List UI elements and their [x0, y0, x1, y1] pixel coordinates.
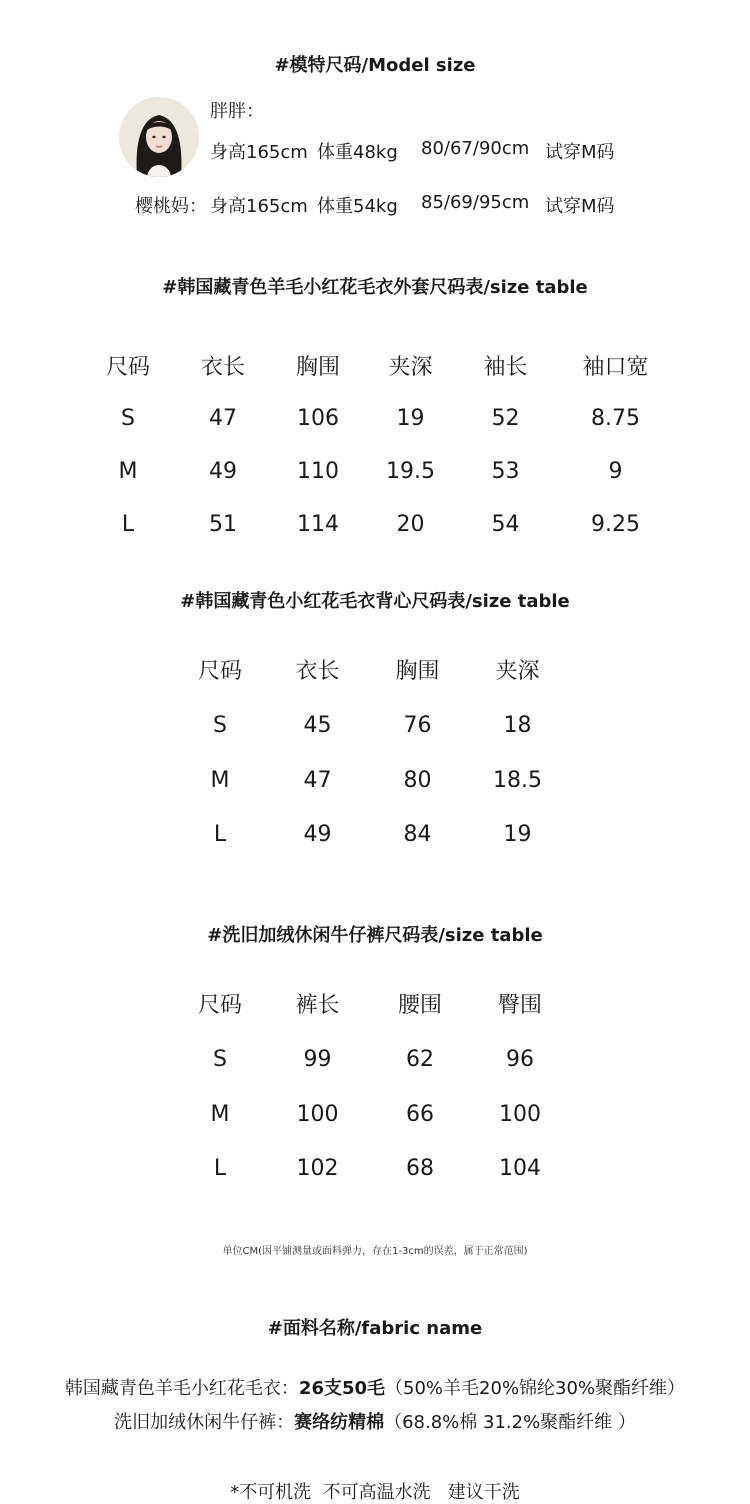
fabric-line2-bold: 赛络纺精棉 [294, 1412, 385, 1433]
fabric-line2-prefix: 洗旧加绒休闲牛仔裤： [114, 1412, 295, 1433]
table2-header: 胸围 [395, 658, 440, 684]
table2-header: 衣长 [295, 658, 340, 684]
table2-cell: 45 [303, 712, 332, 738]
table1-header: 尺码 [105, 354, 150, 380]
table2-row [170, 753, 565, 807]
table1-cell: S [121, 406, 135, 431]
fabric-line2-suffix: （68.8%棉 31.2%聚酯纤维 ） [384, 1412, 636, 1433]
table2-cell: 18.5 [493, 767, 542, 793]
table1-header: 夹深 [388, 354, 433, 380]
model1-measurements: 80/67/90cm [421, 138, 530, 159]
table2 [170, 641, 565, 861]
table2-title: #韩国藏青色小红花毛衣背心尺码表/size table [180, 591, 570, 612]
model2-weight: 体重54kg [317, 196, 398, 217]
care-instructions: *不可机洗 不可高温水洗 建议干洗 [230, 1482, 520, 1503]
table3-title: #洗旧加绒休闲牛仔裤尺码表/size table [207, 925, 543, 946]
table1-cell: 114 [297, 512, 339, 537]
table3-cell: 104 [499, 1155, 541, 1181]
model1-name: 胖胖： [210, 101, 264, 122]
table1-cell: L [121, 512, 135, 537]
model1-try-size: 试穿M码 [545, 142, 615, 163]
table3-cell: L [213, 1155, 227, 1181]
fabric-line1-suffix: （50%羊毛20%锦纶30%聚酯纤维） [385, 1378, 686, 1399]
table3-cell: 96 [506, 1046, 534, 1072]
table3-cell: 62 [406, 1046, 434, 1072]
model1-weight: 体重48kg [317, 142, 398, 163]
table1-cell: 53 [491, 459, 520, 484]
table2-cell: S [213, 712, 227, 738]
table1-title: #韩国藏青色羊毛小红花毛衣外套尺码表/size table [162, 277, 588, 298]
model2-measurements: 85/69/95cm [421, 192, 530, 213]
table1-cell: 20 [396, 512, 425, 537]
table2-cell: 49 [303, 821, 332, 847]
table2-row [170, 807, 565, 861]
table3 [170, 975, 565, 1195]
model2-name: 樱桃妈： [135, 196, 207, 217]
table1-cell: 110 [297, 459, 339, 484]
model-size-title: #模特尺码/Model size [274, 55, 476, 76]
table1-header: 衣长 [200, 354, 245, 380]
table1-row [78, 498, 673, 551]
table1-cell: 9.25 [591, 512, 640, 537]
table1-cell: 49 [209, 459, 237, 484]
table2-row [170, 697, 565, 753]
table3-header: 臀围 [497, 992, 542, 1018]
table1 [78, 338, 673, 551]
table3-header-row [170, 975, 565, 1031]
table1-cell: 9 [608, 459, 623, 484]
table3-cell: 68 [406, 1155, 434, 1181]
table1-row [78, 392, 673, 445]
table3-cell: 102 [296, 1155, 339, 1181]
table1-header: 袖长 [483, 354, 528, 380]
table3-cell: 66 [406, 1101, 434, 1127]
unit-note: 单位CM(因平铺测量或面料弹力，存在1-3cm的误差，属于正常范围) [222, 1246, 528, 1257]
fabric-line1-bold: 26支50毛 [298, 1378, 386, 1399]
table2-cell: M [210, 767, 230, 793]
table2-header-row [170, 641, 565, 697]
table3-cell: S [213, 1046, 227, 1072]
model-avatar-icon [119, 97, 199, 177]
table3-row [170, 1141, 565, 1195]
table3-cell: 99 [303, 1046, 332, 1072]
fabric-line-sweater [0, 1374, 750, 1400]
table1-cell: 54 [491, 512, 520, 537]
table3-header: 尺码 [197, 992, 242, 1018]
table2-cell: 18 [503, 712, 532, 738]
fabric-line-jeans [0, 1408, 750, 1434]
table3-header: 腰围 [397, 992, 442, 1018]
table2-cell: 84 [403, 821, 432, 847]
table1-header-row [78, 338, 673, 392]
table3-row [170, 1031, 565, 1087]
table1-cell: 52 [491, 406, 520, 431]
table3-cell: 100 [296, 1101, 339, 1127]
table3-cell: M [210, 1101, 230, 1127]
table2-cell: 47 [303, 767, 332, 793]
table2-cell: 76 [403, 712, 432, 738]
table1-row [78, 445, 673, 498]
table3-header: 裤长 [295, 992, 340, 1018]
table1-header: 袖口宽 [582, 354, 649, 380]
table1-header: 胸围 [295, 354, 340, 380]
table2-cell: 80 [403, 767, 432, 793]
table1-cell: 19 [396, 406, 425, 431]
fabric-line1-prefix: 韩国藏青色羊毛小红花毛衣： [64, 1378, 299, 1399]
model-avatar [119, 97, 199, 177]
fabric-title: #面料名称/fabric name [267, 1318, 483, 1339]
table1-cell: 106 [297, 406, 339, 431]
table2-cell: 19 [503, 821, 532, 847]
model2-try-size: 试穿M码 [545, 196, 615, 217]
table1-cell: 47 [209, 406, 237, 431]
model2-height: 身高165cm [210, 196, 308, 217]
table2-header: 夹深 [495, 658, 540, 684]
table1-cell: 51 [209, 512, 237, 537]
table2-header: 尺码 [197, 658, 242, 684]
table1-cell: 19.5 [386, 459, 435, 484]
model1-height: 身高165cm [210, 142, 308, 163]
table2-cell: L [213, 821, 227, 847]
table1-cell: 8.75 [591, 406, 640, 431]
table3-row [170, 1087, 565, 1141]
table3-cell: 100 [499, 1101, 541, 1127]
table1-cell: M [118, 459, 138, 484]
